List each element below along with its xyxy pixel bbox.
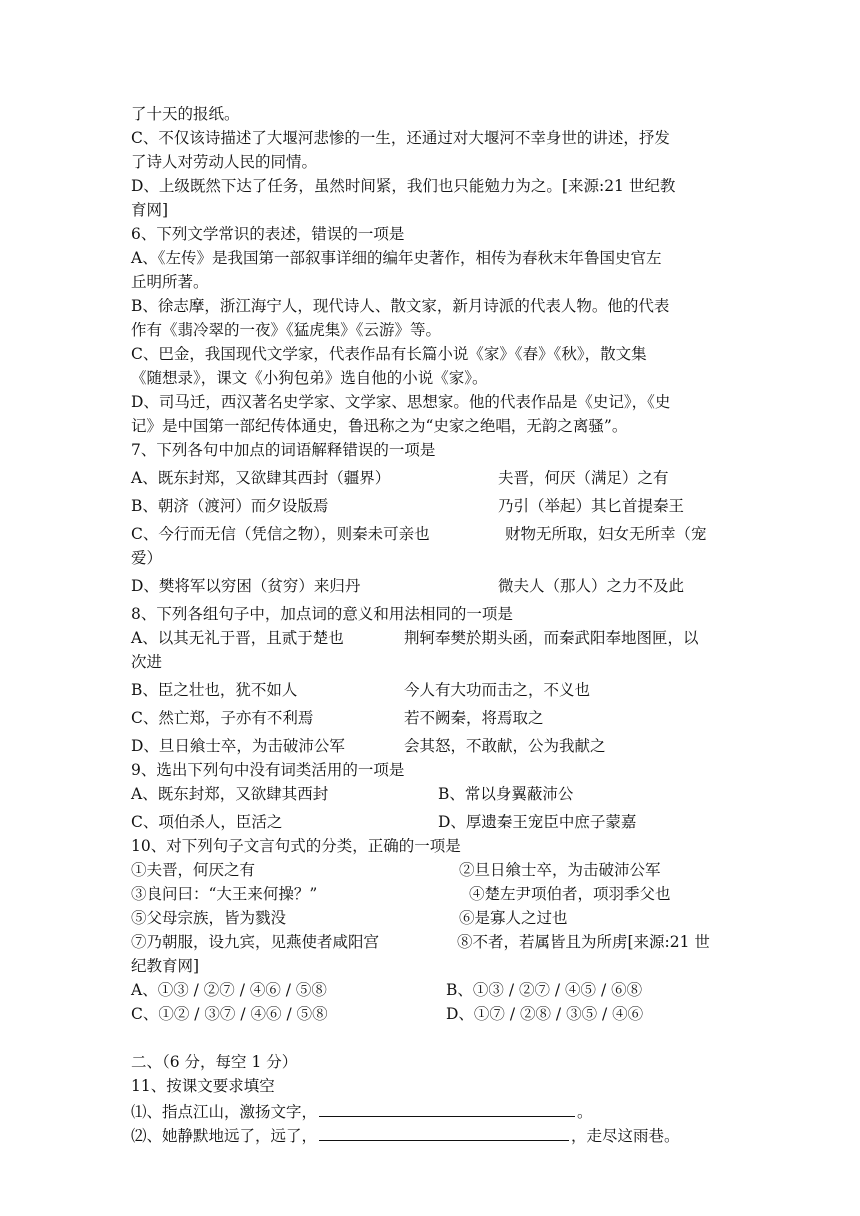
text-line: 《随想录》，课文《小狗包弟》选自他的小说《家》。 xyxy=(131,369,488,387)
q8-option-b-left: B、臣之壮也，犹不如人 xyxy=(131,681,298,699)
q9-option-c: C、项伯杀人，臣活之 xyxy=(131,813,283,831)
text-line: 了诗人对劳动人民的同情。 xyxy=(131,153,318,171)
text-line: 了十天的报纸。 xyxy=(131,105,240,123)
q7-option-a-left: A、既东封郑，又欲肆其西封（疆界） xyxy=(131,469,391,487)
text-line: B、徐志摩，浙江海宁人，现代诗人、散文家，新月诗派的代表人物。他的代表 xyxy=(131,297,670,315)
q8-option-c-left: C、然亡郑，子亦有不利焉 xyxy=(131,709,314,727)
q10-option-d: D、①⑦ / ②⑧ / ③⑤ / ④⑥ xyxy=(446,1005,644,1023)
text-line: 记》是中国第一部纪传体通史，鲁迅称之为“史家之绝唱，无韵之离骚”。 xyxy=(131,417,628,435)
text-line: 育网] xyxy=(131,201,169,219)
q8-option-c-right: 若不阙秦，将焉取之 xyxy=(404,709,544,727)
q10-sentence-cont: 纪教育网] xyxy=(131,957,200,975)
fill-2-prompt: ⑵、她静默地远了，远了， xyxy=(131,1127,318,1145)
text-line: D、司马迁，西汉著名史学家、文学家、思想家。他的代表作品是《史记》，《史 xyxy=(131,393,671,411)
fill-blank-1 xyxy=(131,1098,593,1122)
q7-option-a-right: 夫晋，何厌（满足）之有 xyxy=(498,469,669,487)
q10-sentence: ⑥是寡人之过也 xyxy=(459,909,568,927)
section-2-heading: 二、（6 分，每空 1 分） xyxy=(131,1053,298,1071)
fill-1-prompt: ⑴、指点江山，激扬文字， xyxy=(131,1103,318,1121)
q10-sentence: ⑧不者，若属皆且为所虏[来源:21 世 xyxy=(457,933,710,951)
text-line: 作有《翡冷翠的一夜》《猛虎集》《云游》等。 xyxy=(131,321,442,339)
q10-sentence: ③良问曰：“大王来何操？” xyxy=(131,885,318,903)
q7-option-c-cont: 爱） xyxy=(131,549,163,567)
q7-option-b-left: B、朝济（渡河）而夕设版焉 xyxy=(131,497,329,515)
text-line: C、不仅该诗描述了大堰河悲惨的一生，还通过对大堰河不幸身世的讲述，抒发 xyxy=(131,129,670,147)
q7-option-c-left: C、今行而无信（凭信之物），则秦未可亲也 xyxy=(131,525,430,543)
fill-blank-2 xyxy=(131,1122,680,1146)
q7-option-d-right: 微夫人（那人）之力不及此 xyxy=(498,577,685,595)
q10-option-b: B、①③ / ②⑦ / ④⑤ / ⑥⑧ xyxy=(446,981,643,999)
answer-blank-2[interactable] xyxy=(319,1122,569,1141)
fill-1-end: 。 xyxy=(577,1103,593,1121)
question-11-title: 11、按课文要求填空 xyxy=(131,1077,275,1095)
text-line: A、《左传》是我国第一部叙事详细的编年史著作，相传为春秋末年鲁国史官左 xyxy=(131,249,662,267)
q10-option-a: A、①③ / ②⑦ / ④⑥ / ⑤⑧ xyxy=(131,981,327,999)
text-line: D、上级既然下达了任务，虽然时间紧，我们也只能勉力为之。[来源:21 世纪教 xyxy=(131,177,676,195)
question-9-title: 9、选出下列句中没有词类活用的一项是 xyxy=(131,761,405,779)
q9-option-a: A、既东封郑，又欲肆其西封 xyxy=(131,785,329,803)
q10-sentence: ⑤父母宗族，皆为戮没 xyxy=(131,909,287,927)
q7-option-d-left: D、樊将军以穷困（贫穷）来归丹 xyxy=(131,577,361,595)
question-7-title: 7、下列各句中加点的词语解释错误的一项是 xyxy=(131,441,436,459)
answer-blank-1[interactable] xyxy=(319,1098,575,1117)
q10-sentence: ④楚左尹项伯者，项羽季父也 xyxy=(469,885,671,903)
q8-option-d-right: 会其怒，不敢献，公为我献之 xyxy=(404,737,606,755)
q7-option-c-right: 财物无所取，妇女无所幸（宠 xyxy=(505,525,707,543)
q10-sentence: ⑦乃朝服，设九宾，见燕使者咸阳宫 xyxy=(131,933,380,951)
q7-option-b-right: 乃引（举起）其匕首提秦王 xyxy=(498,497,685,515)
q9-option-d: D、厚遗秦王宠臣中庶子蒙嘉 xyxy=(438,813,637,831)
text-line: C、巴金，我国现代文学家，代表作品有长篇小说《家》《春》《秋》，散文集 xyxy=(131,345,647,363)
q10-option-c: C、①② / ③⑦ / ④⑥ / ⑤⑧ xyxy=(131,1005,328,1023)
q9-option-b: B、常以身翼蔽沛公 xyxy=(438,785,574,803)
q8-option-a-cont: 次进 xyxy=(131,653,163,671)
question-10-title: 10、对下列句子文言句式的分类，正确的一项是 xyxy=(131,837,461,855)
q8-option-a-right: 荆轲奉樊於期头函，而秦武阳奉地图匣，以 xyxy=(404,629,699,647)
q8-option-d-left: D、旦日飨士卒，为击破沛公军 xyxy=(131,737,345,755)
q10-sentence: ①夫晋，何厌之有 xyxy=(131,861,256,879)
question-8-title: 8、下列各组句子中，加点词的意义和用法相同的一项是 xyxy=(131,605,513,623)
question-6-title: 6、下列文学常识的表述，错误的一项是 xyxy=(131,225,405,243)
fill-2-end: ，走尽这雨巷。 xyxy=(571,1127,680,1145)
q8-option-b-right: 今人有大功而击之，不义也 xyxy=(404,681,591,699)
q10-sentence: ②旦日飨士卒，为击破沛公军 xyxy=(459,861,661,879)
text-line: 丘明所著。 xyxy=(131,273,209,291)
q8-option-a-left: A、以其无礼于晋，且贰于楚也 xyxy=(131,629,344,647)
